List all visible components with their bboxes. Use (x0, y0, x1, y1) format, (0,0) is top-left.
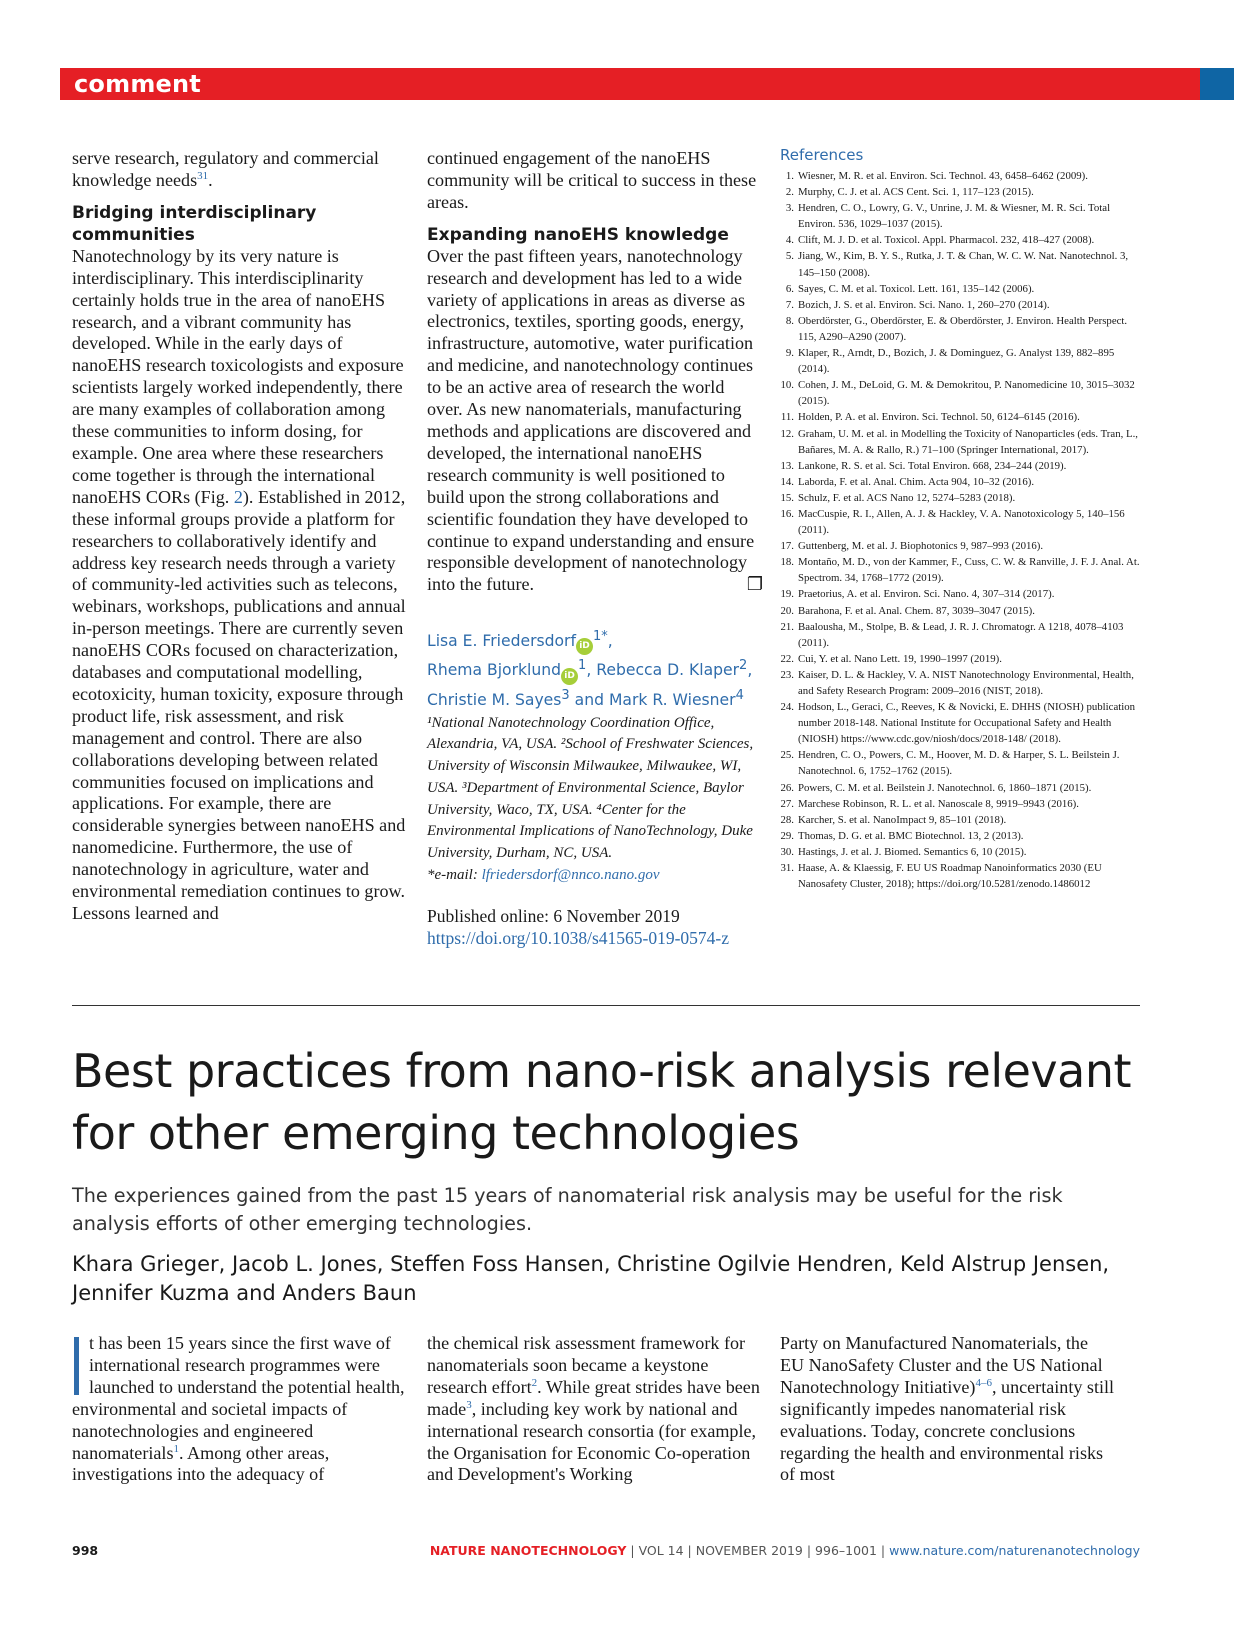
reference-item: 31. Haase, A. & Klaessig, F. EU US Roadmap Nanoinformatics 2030 (EU Nanosafety Cluster, 2018); https://doi.org/10.5281/zenodo.1486012 (780, 862, 1102, 891)
reference-item: 10. Cohen, J. M., DeLoid, G. M. & Demokritou, P. Nanomedicine 10, 3015–3032 (2015). (780, 379, 1135, 408)
reference-item: 7. Bozich, J. S. et al. Environ. Sci. Nano. 1, 260–270 (2014). (785, 298, 1050, 311)
publication-info (427, 906, 763, 949)
reference-item: 13. Lankone, R. S. et al. Sci. Total Environ. 668, 234–244 (2019). (780, 459, 1067, 472)
section-divider (72, 1005, 1140, 1006)
byline: Khara Grieger, Jacob L. Jones, Steffen Foss Hansen, Christine Ogilvie Hendren, Keld Alstrup Jensen, Jennifer Kuzma and Anders Baun (72, 1252, 1110, 1305)
reference-item: 8. Oberdörster, G., Oberdörster, E. & Oberdörster, J. Environ. Health Perspect. 115, A290–A290 (2007). (785, 314, 1128, 343)
reference-item: 24. Hodson, L., Geraci, C., Reeves, K & Novicki, E. DHHS (NIOSH) publication number 2018-148. National Institute for Occupational Safety and Health (NIOSH) https://www.cdc.gov/niosh/docs/2018-148/ (2018). (780, 701, 1136, 746)
page-number: 998 (72, 1543, 99, 1558)
reference-item: 28. Karcher, S. et al. NanoImpact 9, 85–101 (2018). (780, 813, 1007, 826)
reference-item: 1. Wiesner, M. R. et al. Environ. Sci. Technol. 43, 6458–6462 (2009). (785, 170, 1088, 182)
references-title: References (780, 146, 864, 164)
reference-item: 4. Clift, M. J. D. et al. Toxicol. Appl. Pharmacol. 232, 418–427 (2008). (785, 234, 1095, 247)
col2-intro: continued engagement of the nanoEHS community will be critical to success in these areas. (427, 148, 757, 212)
col2-paragraph: Over the past fifteen years, nanotechnology research and development has led to a wide variety of applications in areas as diverse as electronics, textiles, sporting goods, energy, infrastructure, automotive, water purification and medicine, and nanotechnology continues to be an active area of research the world over. As new nanomaterials, manufacturing methods and applications are discovered and developed, the international nanoEHS research community is well positioned to build upon the strong collaborations and scientific foundation they have developed to continue to expand understanding and ensure responsible development of nanotechnology into the future. ❐ (427, 245, 763, 595)
reference-item: 3. Hendren, C. O., Lowry, G. V., Unrine, J. M. & Wiesner, M. R. Sci. Total Environ. 536, 1029–1037 (2015). (785, 202, 1111, 231)
ref-link[interactable]: 1 (173, 1442, 179, 1455)
section-banner (60, 68, 1234, 100)
journal-name: NATURE NANOTECHNOLOGY (429, 1543, 627, 1558)
ref-link[interactable]: 4–6 (975, 1376, 992, 1389)
page-footer (72, 1543, 1140, 1563)
reference-item: 14. Laborda, F. et al. Anal. Chim. Acta 904, 10–32 (2016). (780, 475, 1035, 488)
col1-paragraph: Nanotechnology by its very nature is interdisciplinary. This interdisciplinarity certainly holds true in the area of nanoEHS research, and a vibrant community has developed. While in the early days of nanoEHS research toxicologists and exposure scientists largely worked independently, there are many examples of collaboration among these communities to inform dosing, for example. One area where these researchers come together is through the international nanoEHS CORs (Fig. 2). Established in 2012, these informal groups provide a platform for researchers to collaboratively identify and address key research needs through a variety of community-led activities such as telecons, webinars, workshops, publications and annual in-person meetings. There are currently seven nanoEHS CORs focused on characterization, databases and computational modelling, ecotoxicity, human toxicity, exposure through product life, risk assessment, and risk management and control. There are also collaborations developing between related communities focused on implications and applications. For example, there are considerable synergies between nanoEHS and nanomedicine. Furthermore, the use of nanotechnology in agriculture, water and environmental remediation continues to grow. Lessons learned and (72, 245, 406, 923)
article-column-1: t has been 15 years since the first wave of international research programmes were launched to understand the potential health, environmental and societal impacts of nanotechnologies and engineered nanomaterials$^1$. Among other areas, investigations into the adequacy of (72, 1333, 405, 1485)
reference-item: 12. Graham, U. M. et al. in Modelling the Toxicity of Nanoparticles (eds. Tran, L., Bañares, M. A. & Rallo, R.) 71–100 (Springer International, 2017). (780, 427, 1138, 456)
col1-intro: serve research, regulatory and commercial knowledge needs$^{31}$. (72, 148, 379, 190)
author-name[interactable]: , Rebecca D. Klaper (586, 661, 740, 680)
references-list (780, 168, 1142, 892)
reference-item: 29. Thomas, D. G. et al. BMC Biotechnol. 13, 2 (2013). (780, 829, 1024, 842)
reference-item: 2. Murphy, C. J. et al. ACS Cent. Sci. 1, 117–123 (2015). (785, 186, 1034, 199)
published-date: Published online: 6 November 2019 (427, 906, 680, 927)
reference-item: 30. Hastings, J. et al. J. Biomed. Semantics 6, 10 (2015). (780, 845, 1027, 858)
section-heading: Bridging interdisciplinary communities (72, 202, 317, 245)
reference-item: 23. Kaiser, D. L. & Hackley, V. A. NIST Nanotechnology Environmental, Health, and Safety Research Program: 2009–2016 (NIST, 2018). (780, 668, 1134, 697)
reference-item: 9. Klaper, R., Arndt, D., Bozich, J. & Dominguez, G. Analyst 139, 882–895 (2014). (785, 347, 1115, 376)
reference-item: 21. Baalousha, M., Stolpe, B. & Lead, J. R. J. Chromatogr. A 1218, 4078–4103 (2011). (780, 620, 1124, 649)
author-name[interactable]: and Mark R. Wiesner (569, 690, 736, 709)
email-link[interactable]: lfriedersdorf@nnco.nano.gov (481, 866, 660, 883)
article-title: Best practices from nano-risk analysis relevant for other emerging technologies (72, 1044, 1132, 1160)
reference-item: 5. Jiang, W., Kim, B. Y. S., Rutka, J. T. & Chan, W. C. W. Nat. Nanotechnol. 3, 145–150 (2008). (785, 250, 1129, 279)
orcid-icon[interactable]: iD (576, 638, 593, 655)
author-list: Lisa E. Friedersdorf $iD^{1*}$, Rhema Bjorklund $iD^1$, Rebecca D. Klaper$^2$, Christie M. Sayes$^3$ and Mark R. Wiesner$^4$ (427, 629, 753, 709)
reference-item: 19. Praetorius, A. et al. Environ. Sci. Nano. 4, 307–314 (2017). (780, 588, 1055, 601)
article-column-3: Party on Manufactured Nanomaterials, the EU NanoSafety Cluster and the US National Nanotechnology Initiative)$^{4-6}$, uncertainty still significantly impedes nanomaterial risk evaluations. Today, concrete conclusions regarding the health and environmental risks of most (780, 1333, 1115, 1485)
figure-link[interactable]: 2 (233, 486, 243, 507)
ref-link[interactable]: 3 (466, 1398, 472, 1411)
reference-item: 6. Sayes, C. M. et al. Toxicol. Lett. 161, 135–142 (2006). (785, 282, 1035, 295)
section-label: comment (74, 70, 201, 98)
reference-item: 17. Guttenberg, M. et al. J. Biophotonics 9, 987–993 (2016). (780, 540, 1044, 553)
journal-site-link[interactable]: www.nature.com/naturenanotechnology (889, 1543, 1140, 1558)
author-name[interactable]: Lisa E. Friedersdorf (427, 632, 576, 651)
reference-item: 16. MacCuspie, R. I., Allen, A. J. & Hackley, V. A. Nanotoxicology 5, 140–156 (2011). (780, 507, 1125, 537)
reference-item: 15. Schulz, F. et al. ACS Nano 12, 5274–5283 (2018). (780, 491, 1016, 504)
reference-item: 11. Holden, P. A. et al. Environ. Sci. Technol. 50, 6124–6145 (2016). (780, 411, 1080, 424)
references-section (780, 146, 1142, 892)
column-2 (427, 148, 763, 949)
ref-link[interactable]: 31 (197, 169, 209, 182)
article-column-2: the chemical risk assessment framework for nanomaterials soon became a keystone research effort$^2$. While great strides have been made$^3$, including key work by national and international research consortia (for example, the Organisation for Economic Co-operation and Development's Working (427, 1333, 760, 1485)
doi-link[interactable]: https://doi.org/10.1038/s41565-019-0574-z (427, 927, 730, 948)
reference-item: 26. Powers, C. M. et al. Beilstein J. Nanotechnol. 6, 1860–1871 (2015). (780, 781, 1092, 794)
author-name[interactable]: Christie M. Sayes (427, 690, 562, 709)
reference-item: 27. Marchese Robinson, R. L. et al. Nanoscale 8, 9919–9943 (2016). (780, 797, 1079, 810)
banner-accent (1200, 68, 1234, 100)
affiliations: ¹National Nanotechnology Coordination Office, Alexandria, VA, USA. ²School of Freshwater Sciences, University of Wisconsin Milwaukee, Milwaukee, WI, USA. ³Department of Environmental Science, Baylor University, Waco, TX, USA. ⁴Center for the Environmental Implications of NanoTechnology, Duke University, Durham, NC, USA. *e-mail: lfriedersdorf@nnco.nano.gov (427, 714, 754, 883)
journal-line: NATURE NANOTECHNOLOGY | VOL 14 | NOVEMBER 2019 | 996–1001 | www.nature.com/naturenanotechnology (429, 1543, 1140, 1558)
standfirst: The experiences gained from the past 15 years of nanomaterial risk analysis may be useful for the risk analysis efforts of other emerging technologies. (72, 1184, 1063, 1235)
column-1 (72, 148, 408, 925)
section-heading: Expanding nanoEHS knowledge (427, 224, 729, 245)
reference-item: 25. Hendren, C. O., Powers, C. M., Hoover, M. D. & Harper, S. L. Beilstein J. Nanotechnol. 6, 1752–1762 (2015). (780, 749, 1120, 778)
reference-item: 22. Cui, Y. et al. Nano Lett. 19, 1990–1997 (2019). (780, 652, 1002, 665)
orcid-icon[interactable]: iD (561, 668, 578, 685)
author-name[interactable]: Rhema Bjorklund (427, 661, 562, 680)
reference-item: 18. Montaño, M. D., von der Kammer, F., Cuss, C. W. & Ranville, J. F. J. Anal. At. Spectrom. 34, 1768–1772 (2019). (780, 556, 1140, 585)
end-mark-icon: ❐ (746, 574, 763, 595)
drop-cap-i (74, 1337, 79, 1395)
reference-item: 20. Barahona, F. et al. Anal. Chem. 87, 3039–3047 (2015). (780, 604, 1035, 617)
ref-link[interactable]: 2 (531, 1376, 538, 1389)
